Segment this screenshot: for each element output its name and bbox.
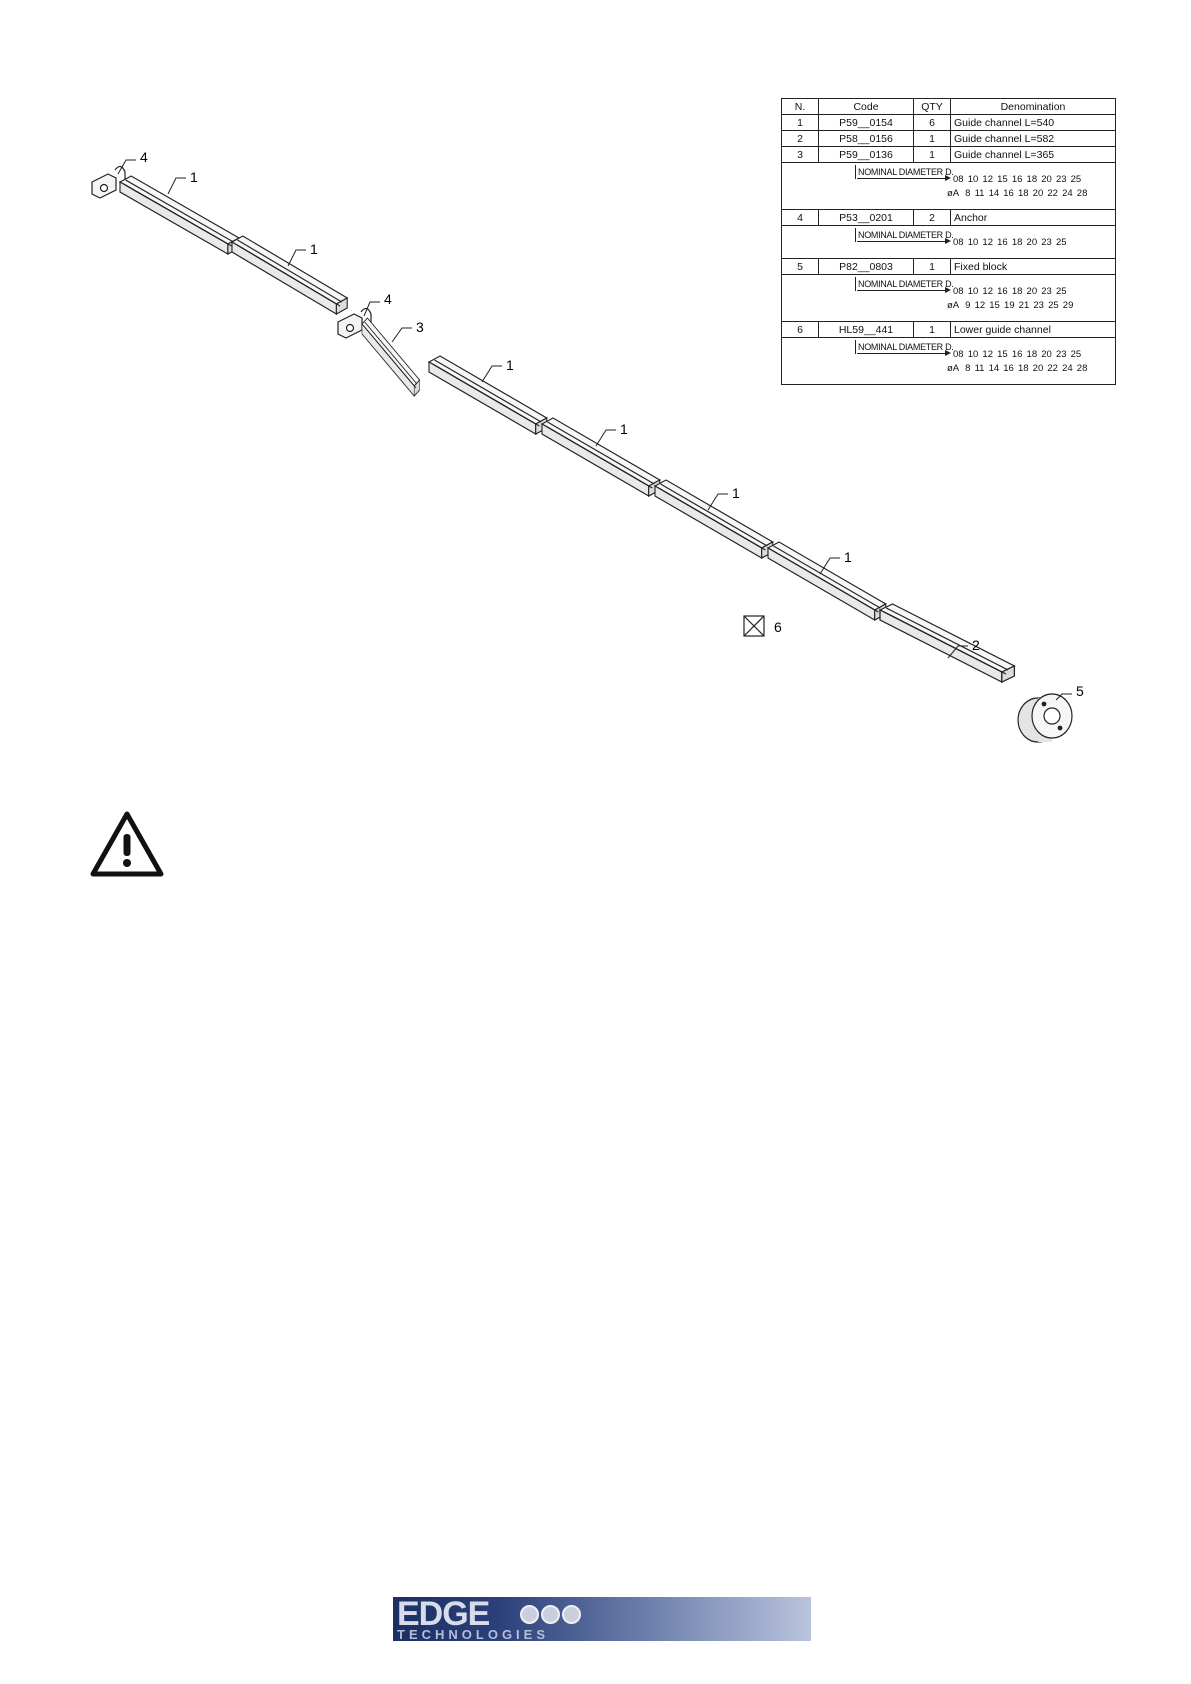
cell-n: 1 [782,115,819,131]
cell-code: P59__0136 [819,147,914,163]
diameter-size-block [782,275,1116,322]
arrow-icon [857,353,949,354]
cell-qty: 1 [914,322,951,338]
cell-n: 3 [782,147,819,163]
phi-label: øA [947,363,960,374]
nominal-diameter-label: NOMINAL DIAMETER D. [855,340,953,354]
cell-code: P59__0154 [819,115,914,131]
size-table-row [782,226,1116,259]
cell-n: 5 [782,259,819,275]
logo-dots [520,1605,583,1629]
phi-row [947,187,1087,201]
parts-list-table [781,98,1116,385]
nominal-diameter-label: NOMINAL DIAMETER D. [855,165,953,179]
size-table-row [782,275,1116,322]
table-row [782,210,1116,226]
callout-1: 1 [844,549,852,565]
diameter-values: 08 10 12 15 16 18 20 23 25 [953,174,1082,185]
callout-4: 4 [140,149,148,165]
cell-qty: 2 [914,210,951,226]
phi-row [947,362,1087,376]
table-row [782,322,1116,338]
fixed-block-part-5 [1018,694,1072,742]
warning-triangle-icon [89,810,165,878]
guide-channel-segment [655,480,773,558]
cell-code: P53__0201 [819,210,914,226]
cell-qty: 1 [914,147,951,163]
cell-code: P82__0803 [819,259,914,275]
phi-row [947,299,1073,313]
phi-values: 9 12 15 19 21 23 25 29 [965,300,1074,311]
cell-denomination: Fixed block [951,259,1116,275]
cell-qty: 6 [914,115,951,131]
table-row [782,147,1116,163]
cell-code: P58__0156 [819,131,914,147]
cell-denomination: Lower guide channel [951,322,1116,338]
cell-denomination: Anchor [951,210,1116,226]
callout-1: 1 [732,485,740,501]
cell-denomination: Guide channel L=365 [951,147,1116,163]
cell-denomination: Guide channel L=582 [951,131,1116,147]
col-header-qty: QTY [914,99,951,115]
phi-values: 8 11 14 16 18 20 22 24 28 [965,363,1088,374]
col-header-n: N. [782,99,819,115]
guide-channel-segment [429,356,547,434]
diameter-size-block [782,226,1116,259]
guide-channel-segment [120,176,239,254]
edge-technologies-logo [393,1597,811,1641]
guide-channel-segment [542,418,660,496]
logo-wordmark: EDGE [397,1595,490,1633]
diameter-values: 08 10 12 16 18 20 23 25 [953,237,1067,248]
crossed-box-icon [744,616,764,636]
callout-3: 3 [416,319,424,335]
guide-channel-segment [232,236,347,314]
guide-channel-short-3 [362,318,420,396]
cell-qty: 1 [914,259,951,275]
cell-qty: 1 [914,131,951,147]
callout-2: 2 [972,637,980,653]
diameter-size-block [782,338,1116,385]
diameter-values: 08 10 12 16 18 20 23 25 [953,286,1067,297]
cell-code: HL59__441 [819,322,914,338]
cell-n: 6 [782,322,819,338]
table-row [782,259,1116,275]
phi-values: 8 11 14 16 18 20 22 24 28 [965,188,1088,199]
diameter-values: 08 10 12 15 16 18 20 23 25 [953,349,1082,360]
callout-1: 1 [620,421,628,437]
guide-channel-segment [768,542,886,620]
phi-label: øA [947,188,960,199]
cell-denomination: Guide channel L=540 [951,115,1116,131]
cell-n: 2 [782,131,819,147]
callout-1: 1 [506,357,514,373]
nominal-diameter-label: NOMINAL DIAMETER D. [855,277,953,291]
table-row [782,131,1116,147]
size-table-row [782,163,1116,210]
phi-label: øA [947,300,960,311]
logo-subtitle: TECHNOLOGIES [397,1627,550,1642]
callout-4: 4 [384,291,392,307]
callout-1: 1 [310,241,318,257]
col-header-code: Code [819,99,914,115]
arrow-icon [857,241,949,242]
diameter-size-block [782,163,1116,210]
callout-1: 1 [190,169,198,185]
arrow-icon [857,178,949,179]
callout-6: 6 [774,619,782,635]
arrow-icon [857,290,949,291]
table-header-row [782,99,1116,115]
nominal-diameter-label: NOMINAL DIAMETER D. [855,228,953,242]
cell-n: 4 [782,210,819,226]
guide-channel-segment-2 [880,604,1014,682]
callout-5: 5 [1076,683,1084,699]
table-row [782,115,1116,131]
size-table-row [782,338,1116,385]
col-header-denomination: Denomination [951,99,1116,115]
